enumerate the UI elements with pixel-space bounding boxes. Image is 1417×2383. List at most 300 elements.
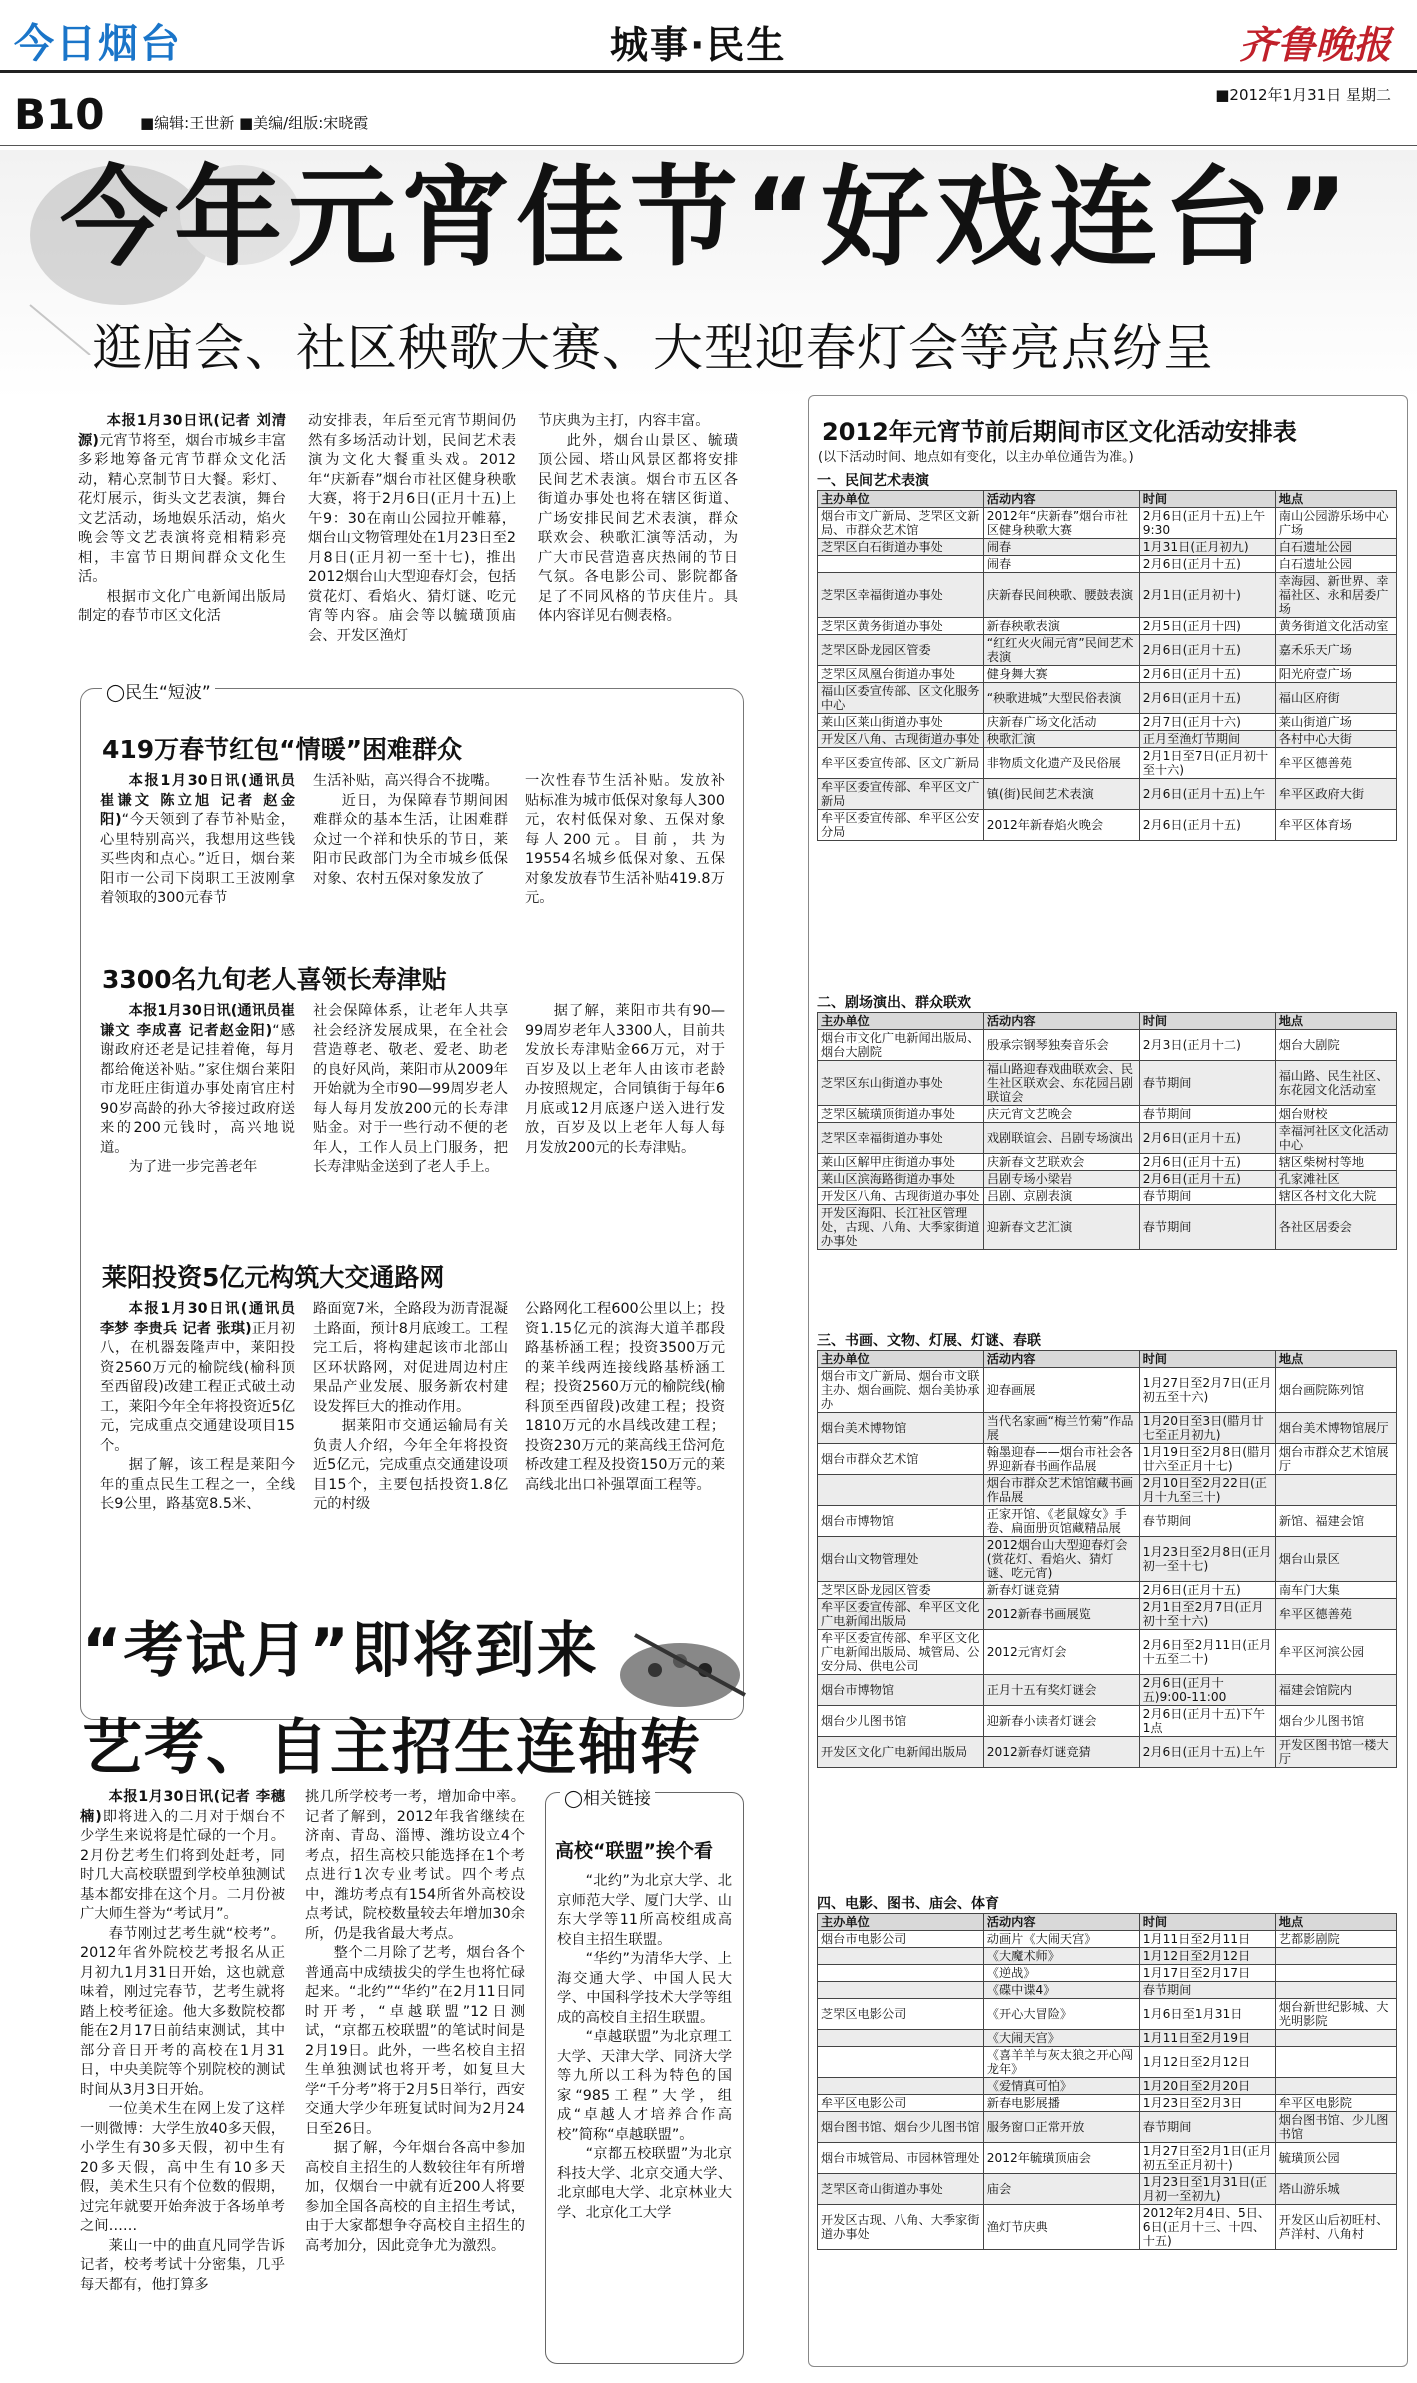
table-cell: 牟平区电影公司 [818, 2095, 984, 2112]
paragraph: “北约”为北京大学、北京师范大学、厦门大学、山东大学等11所高校组成高校自主招生联盟。 [557, 1873, 732, 1948]
main-headline: 今年元宵佳节“好戏连台” [60, 156, 1354, 281]
column-header: 时间 [1139, 1914, 1275, 1931]
table-cell: 烟台山景区 [1275, 1537, 1396, 1582]
table-cell: 2月6日(正月十五) [1139, 1171, 1275, 1188]
table-cell [1275, 1965, 1396, 1982]
table-cell [1275, 2047, 1396, 2078]
table-row [818, 1675, 1397, 1706]
table-cell: 莱山区解甲庄街道办事处 [818, 1154, 984, 1171]
table-cell: 南山公园游乐场中心广场 [1275, 508, 1396, 539]
column-header: 地点 [1275, 1351, 1396, 1368]
table-cell: 新春秧歌表演 [983, 618, 1139, 635]
table-cell: 烟台市博物馆 [818, 1675, 984, 1706]
table-cell: 正月十五有奖灯谜会 [983, 1675, 1139, 1706]
table-row [818, 1965, 1397, 1982]
table-cell: 2月6日(正月十五) [1139, 810, 1275, 841]
table-cell: 新春电影展播 [983, 2095, 1139, 2112]
table-cell: 2月1日(正月初十) [1139, 573, 1275, 618]
brief1-col2 [313, 772, 508, 889]
table-cell: 毓璜顶公园 [1275, 2143, 1396, 2174]
lead-article-col1 [78, 412, 286, 627]
paragraph: “京都五校联盟”为北京科技大学、北京交通大学、北京邮电大学、北京林业大学、北京化工大学 [557, 2146, 732, 2221]
table-row [818, 1999, 1397, 2030]
table-cell: 1月31日(正月初九) [1139, 539, 1275, 556]
table-row [818, 1948, 1397, 1965]
table-cell: 1月20日至2月20日 [1139, 2078, 1275, 2095]
table-cell: 迎新春小读者灯谜会 [983, 1706, 1139, 1737]
lead-article-col3 [538, 412, 738, 627]
dateline: 本报1月30日讯(通讯员崔谦文 李成喜 记者赵金阳) [100, 1003, 295, 1039]
table-cell: 《开心大冒险》 [983, 1999, 1139, 2030]
table-cell: 2012新春书画展览 [983, 1599, 1139, 1630]
dateline: 本报1月30日讯(通讯员 李梦 李贵兵 记者 张琪) [100, 1301, 295, 1337]
table-cell [1275, 1948, 1396, 1965]
news-brief-tag: ◯民生“短波” [102, 678, 215, 703]
table-row [818, 618, 1397, 635]
brief3-col3 [525, 1300, 725, 1495]
table-cell: 春节期间 [1139, 1188, 1275, 1205]
paragraph: “感谢政府还老是记挂着俺，每月都给俺送补贴。”家住烟台莱阳市龙旺庄街道办事处南官庄村90岁高龄的孙大爷接过政府送来的200元钱时，高兴地说道。 [100, 1022, 295, 1156]
related-title: 高校“联盟”挨个看 [555, 1840, 713, 1862]
table-cell: 1月17日至2月17日 [1139, 1965, 1275, 1982]
table-cell: 艺都影剧院 [1275, 1931, 1396, 1948]
table-cell: 《喜羊羊与灰太狼之开心闯龙年》 [983, 2047, 1139, 2078]
table-cell: 1月11日至2月11日 [1139, 1931, 1275, 1948]
table-cell: 庆新春文艺联欢会 [983, 1154, 1139, 1171]
table-cell: 牟平区德善苑 [1275, 1599, 1396, 1630]
table-row [818, 1599, 1397, 1630]
table-cell: 非物质文化遗产及民俗展 [983, 748, 1139, 779]
table-cell: 烟台少儿图书馆 [818, 1706, 984, 1737]
table-cell: 《逆战》 [983, 1965, 1139, 1982]
table-cell: 烟台财校 [1275, 1106, 1396, 1123]
table-cell: 2月6日(正月十五) [1139, 635, 1275, 666]
table-cell: 2月6日(正月十五) [1139, 666, 1275, 683]
paragraph: 据了解，该工程是莱阳今年的重点民生工程之一，全线长9公里，路基宽8.5米、 [100, 1457, 295, 1512]
schedule-title: 2012年元宵节前后期间市区文化活动安排表 [822, 418, 1297, 446]
table-row [818, 2095, 1397, 2112]
table-cell: 烟台市群众艺术馆馆藏书画作品展 [983, 1475, 1139, 1506]
table-cell [818, 1475, 984, 1506]
table-cell: 庆新春广场文化活动 [983, 714, 1139, 731]
table-cell: 牟平区委宣传部、牟平区公安分局 [818, 810, 984, 841]
table-cell: 庆元宵文艺晚会 [983, 1106, 1139, 1123]
table-cell: 2012年2月4日、5日、6日(正月十三、十四、十五) [1139, 2205, 1275, 2250]
table-cell: 2012元宵灯会 [983, 1630, 1139, 1675]
schedule-note: (以下活动时间、地点如有变化，以主办单位通告为准。) [818, 450, 1134, 465]
table-cell: 1月27日至2月7日(正月初五至十六) [1139, 1368, 1275, 1413]
table-cell: 1月12日至2月12日 [1139, 2047, 1275, 2078]
table-cell: 1月11日至2月19日 [1139, 2030, 1275, 2047]
brief-title: 3300名九旬老人喜领长寿津贴 [102, 965, 447, 994]
table-cell: 1月19日至2月8日(腊月廿六至正月十七) [1139, 1444, 1275, 1475]
table-header-row [818, 1351, 1397, 1368]
schedule-table [817, 1012, 1397, 1250]
table-cell: 开发区山后初旺村、芦洋村、八角村 [1275, 2205, 1396, 2250]
column-header: 主办单位 [818, 1914, 984, 1931]
paragraph: 生活补贴，高兴得合不拢嘴。 [313, 773, 499, 789]
table-row [818, 635, 1397, 666]
table-cell: 莱山街道广场 [1275, 714, 1396, 731]
table-cell: 2012新春灯谜竞猜 [983, 1737, 1139, 1768]
table-cell: 2月6日(正月十五) [1139, 556, 1275, 573]
table-cell: 2月3日(正月十二) [1139, 1030, 1275, 1061]
dateline: 本报1月30日讯(记者 李穗楠) [80, 1789, 285, 1825]
table-cell: 各社区居委会 [1275, 1205, 1396, 1250]
schedule-section-heading: 三、书画、文物、灯展、灯谜、春联 [817, 1333, 1041, 1349]
schedule-table [817, 490, 1397, 841]
table-row [818, 666, 1397, 683]
table-cell: 烟台少儿图书馆 [1275, 1706, 1396, 1737]
table-cell: 《爱情真可怕》 [983, 2078, 1139, 2095]
lead-article-col2 [308, 412, 516, 646]
table-cell: 春节期间 [1139, 1506, 1275, 1537]
table-cell: 新馆、福建会馆 [1275, 1506, 1396, 1537]
table-row [818, 1205, 1397, 1250]
header-rule [0, 70, 1417, 73]
table-cell: 芝罘区卧龙园区管委 [818, 635, 984, 666]
editor-credit: ■编辑:王世新 ■美编/组版:宋晓霞 [140, 114, 369, 132]
table-cell: 2012年新春焰火晚会 [983, 810, 1139, 841]
table-row [818, 2030, 1397, 2047]
brief2-col1 [100, 1002, 295, 1178]
table-cell: 烟台画院陈列馆 [1275, 1368, 1396, 1413]
column-header: 时间 [1139, 491, 1275, 508]
table-cell: 牟平区德善苑 [1275, 748, 1396, 779]
table-cell [1275, 2078, 1396, 2095]
column-name: 城事·民生 [610, 23, 787, 67]
table-cell: 开发区文化广电新闻出版局 [818, 1737, 984, 1768]
table-cell: 1月12日至2月12日 [1139, 1948, 1275, 1965]
table-cell: 春节期间 [1139, 1106, 1275, 1123]
table-cell: 烟台市群众艺术馆 [818, 1444, 984, 1475]
table-cell: 烟台市群众艺术馆展厅 [1275, 1444, 1396, 1475]
paragraph: 即将进入的二月对于烟台不少学生来说将是忙碌的一个月。2月份艺考生们将到处赶考，同时几大高校联盟到学校单独测试基本都安排在这个月。二月份被广大师生誉为“考试月”。 [80, 1808, 285, 1922]
column-header: 地点 [1275, 1013, 1396, 1030]
table-row [818, 748, 1397, 779]
table-cell: 芝罘区幸福街道办事处 [818, 573, 984, 618]
schedule-section-heading: 二、剧场演出、群众联欢 [817, 995, 971, 1011]
table-cell: 芝罘区奇山街道办事处 [818, 2174, 984, 2205]
table-row [818, 2047, 1397, 2078]
table-row [818, 1737, 1397, 1768]
table-cell: 1月20日至3日(腊月廿七至正月初九) [1139, 1413, 1275, 1444]
table-cell: 幸海园、新世界、幸福社区、永和居委广场 [1275, 573, 1396, 618]
table-cell: 芝罘区卧龙园区管委 [818, 1582, 984, 1599]
exam-col2 [305, 1788, 525, 2256]
table-row [818, 1630, 1397, 1675]
paragraph: 莱山一中的曲直凡同学告诉记者，校考考试十分密集，几乎每天都有，他打算多 [80, 2237, 285, 2293]
table-row [818, 1171, 1397, 1188]
table-cell: 烟台市博物馆 [818, 1506, 984, 1537]
brief3-col2 [313, 1300, 508, 1515]
dateline: 本报1月30日讯(通讯员 崔谦文 陈立旭 记者 赵金阳) [100, 773, 295, 828]
table-cell: 春节期间 [1139, 1205, 1275, 1250]
table-cell: 吕剧专场小梁岩 [983, 1171, 1139, 1188]
table-row [818, 779, 1397, 810]
paragraph: 元宵节将至，烟台市城乡丰富多彩地筹备元宵节群众文化活动，精心烹制节日大餐。彩灯、花灯展示，街头文艺表演，舞台文艺活动，场地娱乐活动，焰火晚会等文艺表演将竞相精彩亮相，丰富节日期间群众文化生活。 [78, 432, 286, 585]
table-row [818, 2112, 1397, 2143]
paragraph: 社会保障体系，让老年人共享社会经济发展成果，在全社会营造尊老、敬老、爱老、助老的良好风尚，莱阳市从2009年开始就为全市90—99周岁老人每人每月发放200元的长寿津贴金。对于一些行动不便的老年人，工作人员上门服务，把长寿津贴金送到了老人手上。 [313, 1003, 508, 1175]
table-cell: 迎新春文艺汇演 [983, 1205, 1139, 1250]
table-row [818, 1537, 1397, 1582]
table-header-row [818, 1914, 1397, 1931]
table-cell: 2012年“庆新春”烟台市社区健身秧歌大赛 [983, 508, 1139, 539]
schedule-table [817, 1350, 1397, 1768]
table-cell: 当代名家画“梅兰竹菊”作品展 [983, 1413, 1139, 1444]
table-cell: 渔灯节庆典 [983, 2205, 1139, 2250]
table-cell: 牟平区政府大街 [1275, 779, 1396, 810]
table-cell: 迎春画展 [983, 1368, 1139, 1413]
table-cell: 牟平区委宣传部、牟平区文广新局 [818, 779, 984, 810]
brief-title: 419万春节红包“情暖”困难群众 [102, 735, 463, 764]
column-header: 活动内容 [983, 1013, 1139, 1030]
table-cell: 牟平区委宣传部、牟平区文化广电新闻出版局 [818, 1599, 984, 1630]
column-header: 活动内容 [983, 1914, 1139, 1931]
table-row [818, 539, 1397, 556]
main-subtitle: 逛庙会、社区秧歌大赛、大型迎春灯会等亮点纷呈 [92, 319, 1214, 377]
table-cell [818, 2047, 984, 2078]
table-cell: 孔家滩社区 [1275, 1171, 1396, 1188]
brief2-col3 [525, 1002, 725, 1158]
related-body [557, 1872, 732, 2223]
schedule-table [817, 1913, 1397, 2250]
table-cell: 南车门大集 [1275, 1582, 1396, 1599]
table-row [818, 1931, 1397, 1948]
table-row [818, 1706, 1397, 1737]
table-cell: 2012烟台山大型迎春灯会(赏花灯、看焰火、猜灯谜、吃元宵) [983, 1537, 1139, 1582]
table-cell: 翰墨迎春——烟台市社会各界迎新春书画作品展 [983, 1444, 1139, 1475]
table-cell: 2月6日(正月十五)上午9:30 [1139, 508, 1275, 539]
table-cell: “红红火火闹元宵”民间艺术表演 [983, 635, 1139, 666]
table-cell: 2月6日(正月十五)下午1点 [1139, 1706, 1275, 1737]
table-cell: 白石遗址公园 [1275, 539, 1396, 556]
column-header: 活动内容 [983, 491, 1139, 508]
table-cell: 开发区八角、古现街道办事处 [818, 1188, 984, 1205]
table-cell: 白石遗址公园 [1275, 556, 1396, 573]
table-cell: 戏剧联谊会、吕剧专场演出 [983, 1123, 1139, 1154]
brief1-col1 [100, 772, 295, 909]
paragraph: 据了解，今年烟台各高中参加高校自主招生的人数较往年有所增加，仅烟台一中就有近200人将要参加全国各高校的自主招生考试，由于大家都想争夺高校自主招生的高考加分，因此竞争尤为激烈。 [305, 2140, 525, 2254]
table-cell: 2月6日(正月十五) [1139, 1582, 1275, 1599]
table-cell: 牟平区委宣传部、牟平区文化广电新闻出版局、城管局、公安分局、供电公司 [818, 1630, 984, 1675]
table-cell: 芝罘区电影公司 [818, 1999, 984, 2030]
table-cell: 《碟中谍4》 [983, 1982, 1139, 1999]
table-cell: 各村中心大街 [1275, 731, 1396, 748]
paragraph: 为了进一步完善老年 [128, 1159, 258, 1175]
table-cell: 春节期间 [1139, 1982, 1275, 1999]
paragraph: 近日，为保障春节期间困难群众的基本生活，让困难群众过一个祥和快乐的节日，莱阳市民政部门为全市城乡低保对象、农村五保对象发放了 [313, 792, 508, 887]
table-row [818, 1106, 1397, 1123]
table-cell [818, 2030, 984, 2047]
column-header: 主办单位 [818, 491, 984, 508]
table-cell: 莱山区莱山街道办事处 [818, 714, 984, 731]
table-cell: 开发区古现、八角、大季家街道办事处 [818, 2205, 984, 2250]
table-cell: 《大魔术师》 [983, 1948, 1139, 1965]
schedule-section-heading: 一、民间艺术表演 [817, 473, 929, 489]
table-cell: 开发区图书馆一楼大厅 [1275, 1737, 1396, 1768]
newspaper-logo: 齐鲁晚报 [1238, 22, 1391, 67]
table-cell: 嘉禾乐天广场 [1275, 635, 1396, 666]
column-header: 地点 [1275, 491, 1396, 508]
table-cell: 2月5日(正月十四) [1139, 618, 1275, 635]
paragraph: 一位美术生在网上发了这样一则微博：大学生放40多天假，小学生有30多天假，初中生有20多天假，高中生有10多天假，美术生只有个位数的假期，过完年就要开始奔波于各场单考之间…… [80, 2101, 285, 2234]
table-row [818, 1030, 1397, 1061]
brief3-col1 [100, 1300, 295, 1515]
table-cell: 芝罘区白石街道办事处 [818, 539, 984, 556]
paragraph: 挑几所学校考一考，增加命中率。记者了解到，2012年我省继续在济南、青岛、淄博、潍坊设立4个考点，招生高校只能选择在1个考点进行1次专业考试。四个考点中，潍坊考点有154所省外高校设点考试，院校数量较去年增加30余所，仍是我省最大考点。 [305, 1789, 525, 1942]
table-cell: 2月10日至2月22日(正月十九至三十) [1139, 1475, 1275, 1506]
dateline: 本报1月30日讯(记者 刘清源) [78, 413, 286, 449]
table-cell: 烟台美术博物馆 [818, 1413, 984, 1444]
paragraph: “今天领到了春节补贴金，心里特别高兴，我想用这些钱买些肉和点心。”近日，烟台莱阳市一公司下岗职工王波刚拿着领取的300元春节 [100, 812, 295, 906]
table-cell: 2月6日(正月十五)上午 [1139, 1737, 1275, 1768]
table-cell: 2012年毓璜顶庙会 [983, 2143, 1139, 2174]
table-cell: 烟台市文化广电新闻出版局、烟台大剧院 [818, 1030, 984, 1061]
table-cell: 牟平区委宣传部、区文广新局 [818, 748, 984, 779]
table-cell: 动画片《大闹天宫》 [983, 1931, 1139, 1948]
table-cell: 2月6日至2月11日(正月十五至二十) [1139, 1630, 1275, 1675]
table-cell: 闹春 [983, 539, 1139, 556]
table-cell: 闹春 [983, 556, 1139, 573]
table-cell [818, 1965, 984, 1982]
table-cell: 牟平区电影院 [1275, 2095, 1396, 2112]
table-cell: 辖区各村文化大院 [1275, 1188, 1396, 1205]
table-cell: 辖区柴树村等地 [1275, 1154, 1396, 1171]
table-row [818, 2143, 1397, 2174]
table-cell: 福建会馆院内 [1275, 1675, 1396, 1706]
table-cell [818, 1982, 984, 1999]
table-cell: 塔山游乐城 [1275, 2174, 1396, 2205]
table-cell: 莱山区滨海路街道办事处 [818, 1171, 984, 1188]
paragraph: “华约”为清华大学、上海交通大学、中国人民大学、中国科学技术大学等组成的高校自主招生联盟。 [557, 1951, 732, 2026]
table-cell: 烟台新世纪影城、大光明影院 [1275, 1999, 1396, 2030]
column-header: 时间 [1139, 1351, 1275, 1368]
table-cell [818, 556, 984, 573]
table-cell: 正月至渔灯节期间 [1139, 731, 1275, 748]
table-cell: 烟台山文物管理处 [818, 1537, 984, 1582]
table-cell: 福山区府街 [1275, 683, 1396, 714]
table-cell: 芝罘区毓璜顶街道办事处 [818, 1106, 984, 1123]
table-row [818, 1444, 1397, 1475]
table-cell: 庆新春民间秧歌、腰鼓表演 [983, 573, 1139, 618]
table-header-row [818, 1013, 1397, 1030]
table-cell [1275, 2030, 1396, 2047]
table-cell: 1月27日至2月1日(正月初五至正月初十) [1139, 2143, 1275, 2174]
paragraph: 整个二月除了艺考，烟台各个普通高中成绩拔尖的学生也将忙碌起来。“北约”“华约”在2月11日同时开考，“卓越联盟”12日测试，“京都五校联盟”的笔试时间是2月19日。此外，一些名校自主招生单独测试也将开考，如复旦大学“千分考”将于2月5日举行，西安交通大学少年班复试时间为2月24日至26日。 [305, 1945, 525, 2137]
table-cell: 《大闹天宫》 [983, 2030, 1139, 2047]
brief-title: 莱阳投资5亿元构筑大交通路网 [102, 1263, 445, 1292]
paragraph: 春节刚过艺考生就“校考”。2012年省外院校艺考报名从正月初九1月31日开始，这也就意味着，刚过完春节，艺考生就将踏上校考征途。他大多数院校都能在2月17日前结束测试，其中部分音日开考的高校在1月31日，中央美院等个别院校的测试时间从3月3日开始。 [80, 1925, 285, 2098]
table-row [818, 2078, 1397, 2095]
column-header: 活动内容 [983, 1351, 1139, 1368]
table-cell: 芝罘区幸福街道办事处 [818, 1123, 984, 1154]
table-row [818, 1413, 1397, 1444]
table-cell: 镇(街)民间艺术表演 [983, 779, 1139, 810]
table-cell: 健身舞大赛 [983, 666, 1139, 683]
table-row [818, 508, 1397, 539]
table-cell: 烟台市文广新局、芝罘区文新局、市群众艺术馆 [818, 508, 984, 539]
table-row [818, 1154, 1397, 1171]
column-header: 时间 [1139, 1013, 1275, 1030]
table-cell: 牟平区体育场 [1275, 810, 1396, 841]
brief1-col3 [525, 772, 725, 909]
table-cell: 福山路、民生社区、东花园文化活动室 [1275, 1061, 1396, 1106]
table-cell: 春节期间 [1139, 2112, 1275, 2143]
table-cell: 服务窗口正常开放 [983, 2112, 1139, 2143]
table-cell: 福山区委宣传部、区文化服务中心 [818, 683, 984, 714]
table-cell: “秧歌进城”大型民俗表演 [983, 683, 1139, 714]
table-row [818, 1188, 1397, 1205]
table-header-row [818, 491, 1397, 508]
table-cell [1275, 1475, 1396, 1506]
paragraph: 路面宽7米，全路段为沥青混凝土路面，预计8月底竣工。工程完工后，将构建起该市北部山区环状路网，对促进周边村庄果品产业发展、服务新农村建设发挥巨大的推动作用。 [313, 1301, 508, 1415]
exam-subheadline: 艺考、自主招生连轴转 [82, 1713, 702, 1783]
table-row [818, 556, 1397, 573]
table-cell: 2月7日(正月十六) [1139, 714, 1275, 731]
table-cell [818, 2078, 984, 2095]
section-name: 今日烟台 [14, 21, 182, 67]
table-cell: 1月6日至1月31日 [1139, 1999, 1275, 2030]
table-cell: 黄务街道文化活动室 [1275, 618, 1396, 635]
table-cell: 烟台市电影公司 [818, 1931, 984, 1948]
paragraph: 根据市文化广电新闻出版局制定的春节市区文化活 [78, 588, 286, 624]
table-cell [818, 1948, 984, 1965]
table-row [818, 1368, 1397, 1413]
table-cell: 1月23日至1月31日(正月初一至初九) [1139, 2174, 1275, 2205]
table-row [818, 1123, 1397, 1154]
table-cell: 2月6日(正月十五)9:00-11:00 [1139, 1675, 1275, 1706]
exam-headline: “考试月”即将到来 [82, 1616, 599, 1686]
table-cell: 芝罘区东山街道办事处 [818, 1061, 984, 1106]
paragraph: 据了解，莱阳市共有90—99周岁老年人3300人，目前共发放长寿津贴金66万元，对于百岁及以上老年人由该市老龄办按照规定，合同镇街于每年6月底或12月底逐户送入进行发放，百岁及以上老年人每人每月发放200元的长寿津贴。 [525, 1003, 725, 1156]
paragraph: 据莱阳市交通运输局有关负责人介绍，今年全年将投资近5亿元，完成重点交通建设项目15个，主要包括投资1.8亿元的村级 [313, 1418, 508, 1512]
table-cell: 2月6日(正月十五)上午 [1139, 779, 1275, 810]
table-row [818, 683, 1397, 714]
table-cell: 1月23日至2月8日(正月初一至十七) [1139, 1537, 1275, 1582]
table-cell: 牟平区河滨公园 [1275, 1630, 1396, 1675]
paragraph: 一次性春节生活补贴。发放补贴标准为城市低保对象每人300元，农村低保对象、五保对象每人200元。目前，共为19554名城乡低保对象、五保对象发放春节生活补贴419.8万元。 [525, 773, 725, 906]
column-header: 地点 [1275, 1914, 1396, 1931]
table-row [818, 1982, 1397, 1999]
table-cell: 春节期间 [1139, 1061, 1275, 1106]
table-cell: 2月6日(正月十五) [1139, 1154, 1275, 1171]
table-cell: 阳光府壹广场 [1275, 666, 1396, 683]
paragraph: 此外，烟台山景区、毓璜顶公园、塔山风景区都将安排民间艺术表演。烟台市五区各街道办事处也将在辖区街道、广场安排民间艺术表演，群众联欢会、秧歌汇演等活动，为广大市民营造喜庆热闹的节日气氛。各电影公司、影院都备足了不同风格的节庆佳片。具体内容详见右侧表格。 [538, 432, 738, 624]
table-row [818, 731, 1397, 748]
table-cell: 芝罘区凤凰台街道办事处 [818, 666, 984, 683]
paragraph: 动安排表，年后至元宵节期间仍然有多场活动计划，民间艺术表演为文化大餐重头戏。2012年“庆新春”烟台市社区健身秧歌大赛，将于2月6日(正月十五)上午9：30在南山公园拉开帷幕，烟台山文物管理处在1月23日至2月8日(正月初一至十七)，推出2012烟台山大型迎春灯会，包括赏花灯、看焰火、猜灯谜、吃元宵等内容。庙会等以毓璜顶庙会、开发区渔灯 [308, 413, 516, 644]
paragraph: 节庆典为主打，内容丰富。 [538, 413, 710, 429]
table-cell: 吕剧、京剧表演 [983, 1188, 1139, 1205]
table-cell: 福山路迎春戏曲联欢会、民生社区联欢会、东花园吕剧联谊会 [983, 1061, 1139, 1106]
table-cell: 开发区八角、古现街道办事处 [818, 731, 984, 748]
table-row [818, 1475, 1397, 1506]
table-cell: 幸福河社区文化活动中心 [1275, 1123, 1396, 1154]
schedule-section-heading: 四、电影、图书、庙会、体育 [817, 1896, 999, 1912]
table-cell: 2月1日至2月7日(正月初十至十六) [1139, 1599, 1275, 1630]
brief2-col2 [313, 1002, 508, 1178]
table-cell: 烟台美术博物馆展厅 [1275, 1413, 1396, 1444]
table-cell: 2月1日至7日(正月初十至十六) [1139, 748, 1275, 779]
table-row [818, 2174, 1397, 2205]
page-number: B10 [14, 90, 105, 139]
table-row [818, 573, 1397, 618]
table-cell: 2月6日(正月十五) [1139, 1123, 1275, 1154]
table-cell: 开发区海阳、长江社区管理处，古现、八角、大季家街道办事处 [818, 1205, 984, 1250]
table-cell: 新春灯谜竞猜 [983, 1582, 1139, 1599]
exam-col1 [80, 1788, 285, 2295]
